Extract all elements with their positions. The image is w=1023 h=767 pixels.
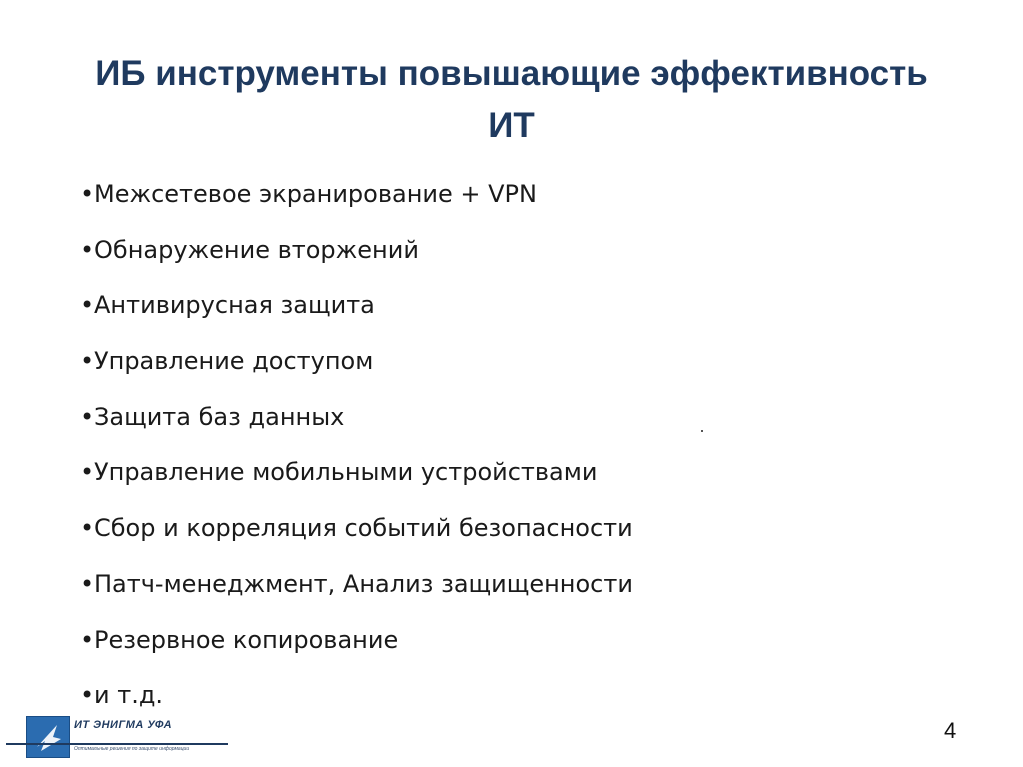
bullet-mark: •: [80, 569, 95, 598]
bullet-mark: •: [80, 458, 95, 487]
list-item: [80, 172, 633, 228]
enigma-logo-icon: [26, 716, 70, 758]
list-item: [80, 506, 633, 562]
footer-logo: [6, 716, 230, 756]
bullet-text: Резервное копирование: [94, 625, 399, 654]
bullet-text: Патч-менеджмент, Анализ защищенности: [94, 569, 633, 598]
bullet-list: [80, 172, 633, 729]
page-number: 4: [944, 718, 957, 743]
list-item: [80, 228, 633, 284]
list-item: [80, 562, 633, 618]
bullet-text: Защита баз данных: [94, 402, 345, 431]
bullet-text: Межсетевое экранирование + VPN: [94, 180, 537, 208]
decorative-dot: [701, 430, 703, 432]
list-item: [80, 283, 633, 339]
slide-title: [60, 48, 963, 152]
bullet-mark: •: [80, 402, 95, 431]
bullet-text: Сбор и корреляция событий безопасности: [94, 514, 633, 543]
bullet-mark: •: [80, 180, 95, 208]
bullet-text: Антивирусная защита: [94, 291, 375, 320]
logo-tagline: Оптимальные решения по защите информации: [74, 746, 190, 752]
list-item: [80, 395, 633, 451]
bullet-mark: •: [80, 291, 95, 320]
list-item: [80, 618, 633, 674]
bullet-text: и т.д.: [94, 681, 164, 710]
bullet-mark: •: [80, 514, 95, 543]
bullet-mark: •: [80, 625, 95, 654]
bullet-text: Обнаружение вторжений: [94, 235, 419, 264]
bullet-mark: •: [80, 681, 95, 710]
title-line-2: ИТ: [488, 106, 535, 145]
list-item: [80, 339, 633, 395]
footer-divider: [6, 743, 228, 745]
bullet-text: Управление мобильными устройствами: [94, 458, 598, 487]
bullet-mark: •: [80, 235, 95, 264]
logo-name: ИТ ЭНИГМА УФА: [74, 719, 173, 731]
title-line-1: ИБ инструменты повышающие эффективность: [95, 54, 928, 93]
list-item: [80, 450, 633, 506]
bullet-text: Управление доступом: [94, 347, 374, 376]
enigma-logo-graphic: [27, 717, 69, 757]
bullet-mark: •: [80, 347, 95, 376]
